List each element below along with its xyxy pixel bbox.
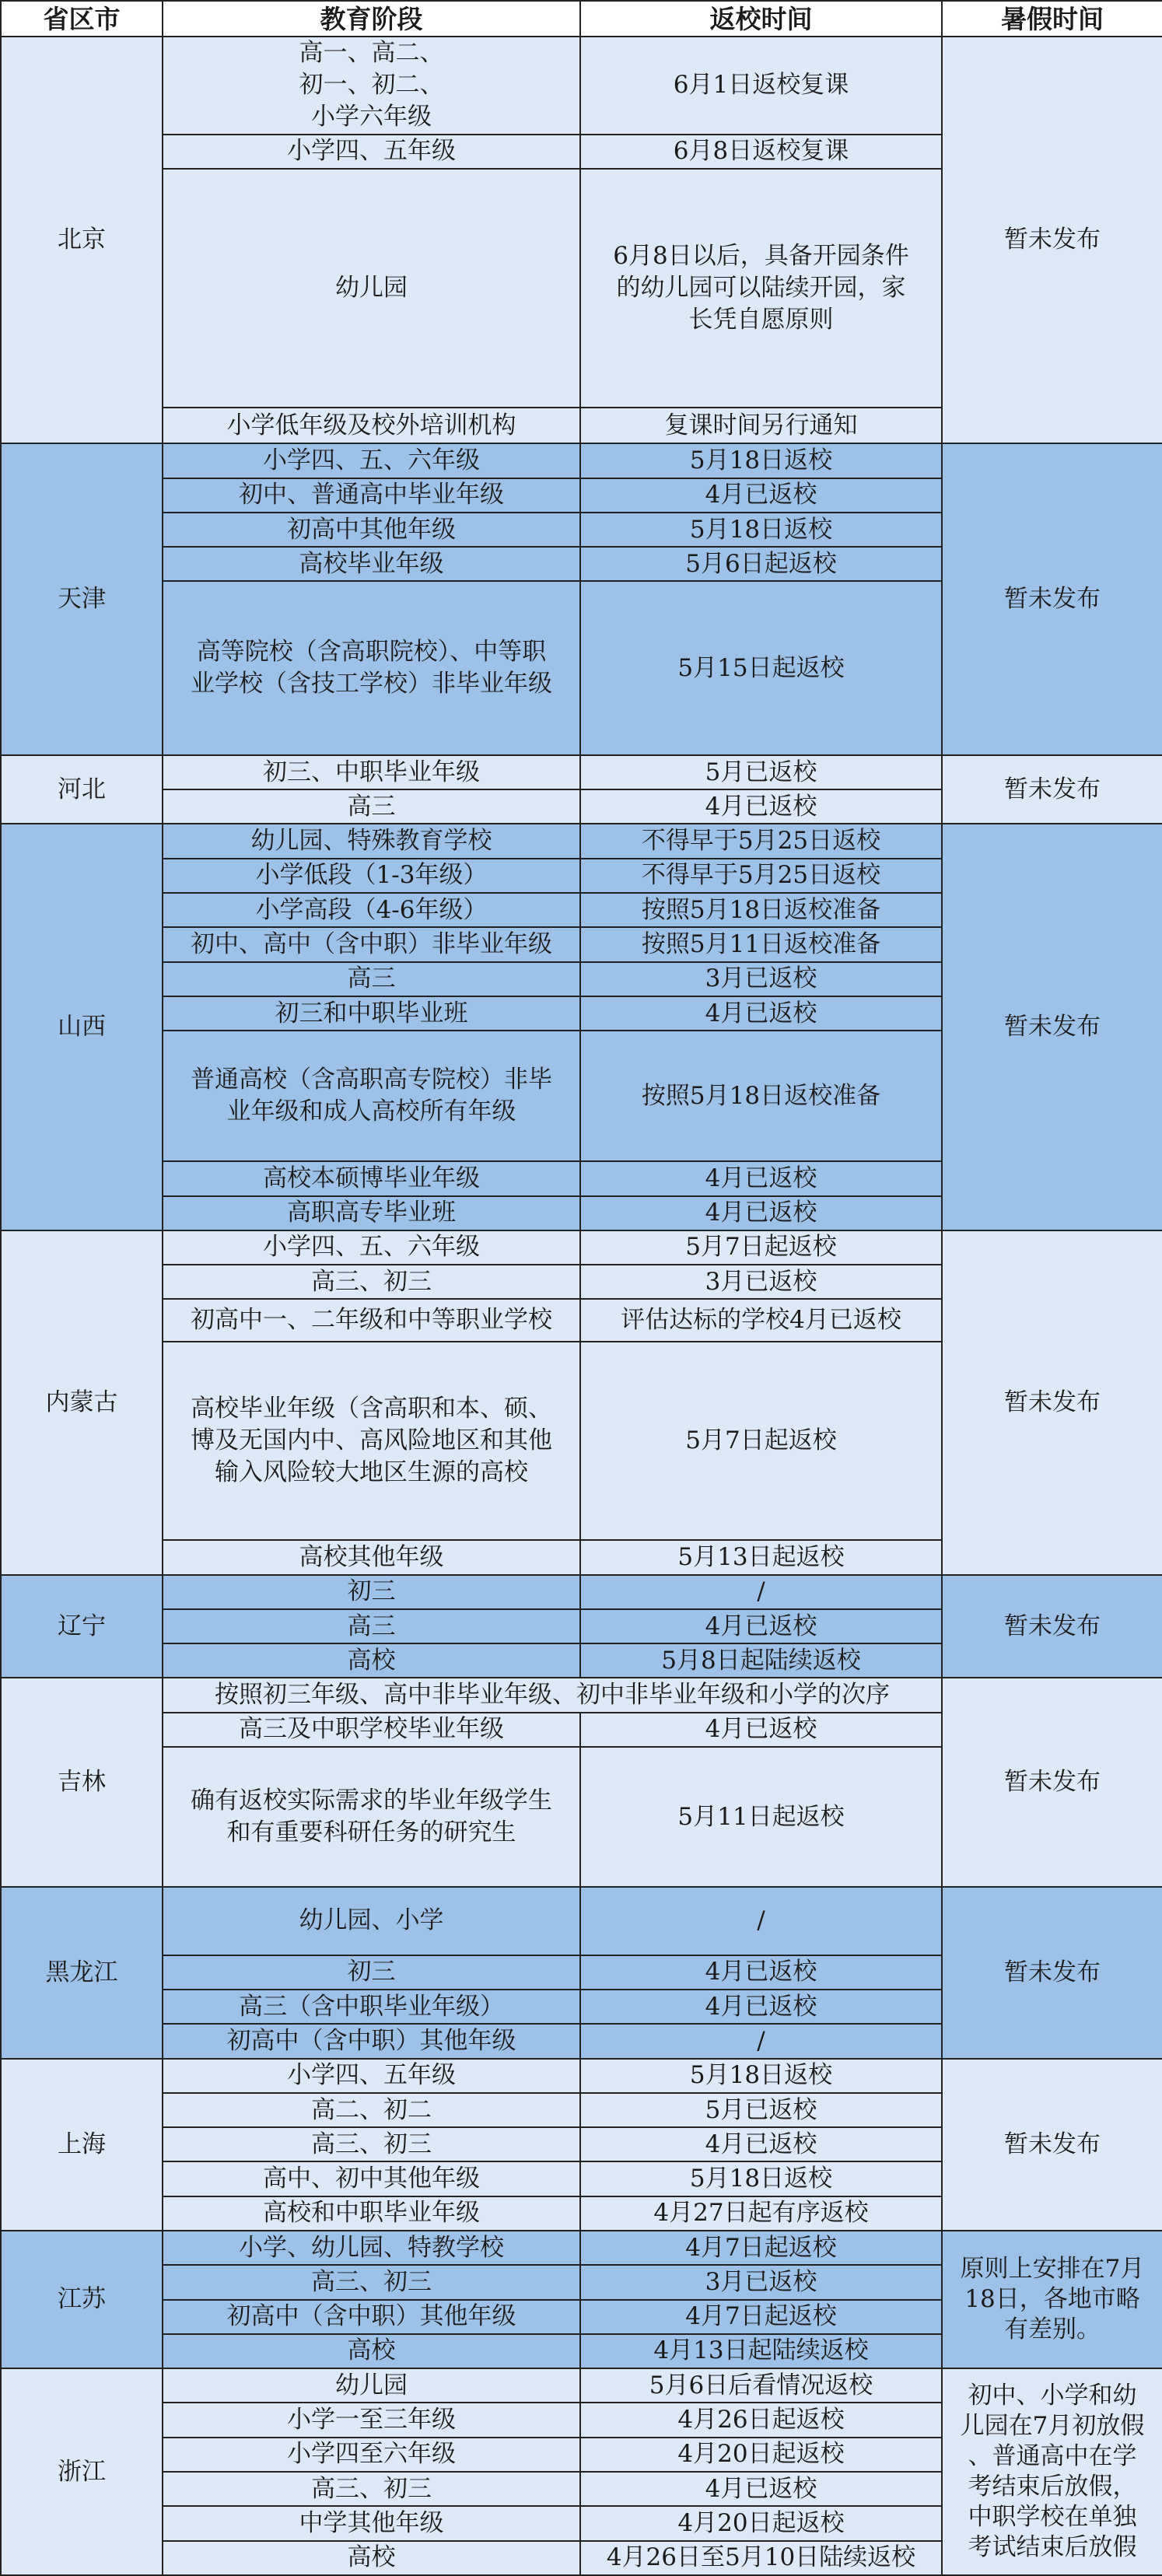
province-cell: 浙江 bbox=[1, 2368, 163, 2575]
province-cell: 内蒙古 bbox=[1, 1230, 163, 1575]
text-line: 幼儿园 bbox=[335, 2371, 408, 2399]
table-body bbox=[1, 37, 1162, 2575]
return-time-cell bbox=[580, 1299, 942, 1341]
stage-cell bbox=[163, 2334, 580, 2368]
summer-time-cell bbox=[942, 2059, 1162, 2231]
text-line: 4月20日起返校 bbox=[677, 2508, 845, 2537]
return-time-cell bbox=[580, 755, 942, 789]
text-line: 初三和中职毕业班 bbox=[275, 999, 468, 1027]
text-line: 暂未发布 bbox=[1004, 226, 1101, 254]
text-line: 4月已返校 bbox=[705, 1199, 817, 1227]
text-line: 5月11日起返校 bbox=[677, 1802, 845, 1831]
text-line: 初三、中职毕业年级 bbox=[263, 758, 480, 786]
text-line: 和有重要科研任务的研究生 bbox=[226, 1818, 516, 1847]
text-line: 5月6日起返校 bbox=[685, 549, 837, 578]
header-summer-time: 暑假时间 bbox=[942, 1, 1162, 37]
text-line: 5月18日返校 bbox=[689, 2165, 833, 2193]
summer-time-cell bbox=[942, 2368, 1162, 2575]
summer-time-cell bbox=[942, 824, 1162, 1230]
stage-cell bbox=[163, 169, 580, 408]
text-line: 4月7日起返校 bbox=[685, 2302, 837, 2331]
text-line: 初高中（含中职）其他年级 bbox=[226, 2026, 516, 2055]
stage-cell bbox=[163, 1196, 580, 1230]
table-row bbox=[1, 37, 1162, 135]
table-row bbox=[1, 824, 1162, 858]
return-time-cell bbox=[580, 1031, 942, 1161]
text-line: 初高中其他年级 bbox=[287, 515, 456, 544]
return-time-cell bbox=[580, 408, 942, 443]
text-line: 小学四、五、六年级 bbox=[263, 446, 480, 474]
text-line: 暂未发布 bbox=[1004, 1768, 1101, 1797]
stage-cell bbox=[163, 1747, 580, 1887]
stage-cell bbox=[163, 581, 580, 754]
text-line: 暂未发布 bbox=[1004, 585, 1101, 614]
stage-cell bbox=[163, 2059, 580, 2093]
text-line: 复课时间另行通知 bbox=[664, 411, 858, 439]
text-line: 4月已返校 bbox=[705, 2130, 817, 2158]
text-line: 高三、初三 bbox=[311, 2267, 432, 2296]
text-line: / bbox=[757, 1577, 765, 1606]
stage-cell bbox=[163, 408, 580, 443]
stage-cell bbox=[163, 1643, 580, 1678]
summer-time-cell bbox=[942, 443, 1162, 755]
summer-time-cell bbox=[942, 2231, 1162, 2368]
text-line: 高校本硕博毕业年级 bbox=[263, 1164, 480, 1192]
stage-and-time-cell: 按照初三年级、高中非毕业年级、初中非毕业年级和小学的次序 bbox=[163, 1678, 942, 1712]
return-time-cell bbox=[580, 2093, 942, 2127]
text-line: 高三 bbox=[347, 1612, 396, 1640]
return-time-cell bbox=[580, 2196, 942, 2231]
text-line: 高三 bbox=[347, 792, 396, 821]
text-line: 高校毕业年级（含高职和本、硕、 bbox=[191, 1395, 552, 1423]
text-line: 3月已返校 bbox=[705, 1267, 817, 1296]
text-line: 暂未发布 bbox=[1004, 1958, 1101, 1986]
return-time-cell bbox=[580, 789, 942, 824]
return-time-cell bbox=[580, 824, 942, 858]
return-time-cell bbox=[580, 1990, 942, 2024]
return-time-cell bbox=[580, 1747, 942, 1887]
stage-cell bbox=[163, 996, 580, 1031]
text-line: 小学四至六年级 bbox=[287, 2440, 456, 2469]
text-line: 初中、小学和幼 bbox=[968, 2382, 1137, 2410]
text-line: 4月已返校 bbox=[705, 2474, 817, 2503]
text-line: 高校 bbox=[347, 2336, 396, 2365]
text-line: 初高中（含中职）其他年级 bbox=[226, 2302, 516, 2331]
text-line: 4月已返校 bbox=[705, 1992, 817, 2021]
return-time-cell bbox=[580, 2334, 942, 2368]
return-time-cell bbox=[580, 927, 942, 961]
text-line: 4月26日起返校 bbox=[677, 2406, 845, 2434]
province-cell: 江苏 bbox=[1, 2231, 163, 2368]
return-time-cell bbox=[580, 2506, 942, 2540]
return-time-cell bbox=[580, 2231, 942, 2265]
text-line: 4月已返校 bbox=[705, 481, 817, 509]
stage-cell bbox=[163, 2438, 580, 2472]
stage-cell bbox=[163, 2300, 580, 2334]
return-time-cell bbox=[580, 2059, 942, 2093]
text-line: 高校其他年级 bbox=[299, 1542, 444, 1571]
return-time-cell bbox=[580, 2403, 942, 2437]
summer-time-cell bbox=[942, 1887, 1162, 2058]
text-line: 高校毕业年级 bbox=[299, 549, 444, 578]
table-row bbox=[1, 1230, 1162, 1265]
text-line: 小学低段（1-3年级） bbox=[255, 861, 488, 890]
stage-cell bbox=[163, 1887, 580, 1955]
text-line: 不得早于5月25日返校 bbox=[641, 861, 881, 890]
text-line: 高一、高二、 bbox=[299, 39, 444, 68]
header-stage: 教育阶段 bbox=[163, 1, 580, 37]
text-line: / bbox=[757, 1906, 765, 1935]
stage-cell bbox=[163, 1540, 580, 1574]
province-cell: 黑龙江 bbox=[1, 1887, 163, 2058]
text-line: 4月20日起返校 bbox=[677, 2440, 845, 2469]
stage-cell bbox=[163, 1031, 580, 1161]
text-line: 高校 bbox=[347, 2543, 396, 2572]
return-time-cell bbox=[580, 996, 942, 1031]
stage-cell bbox=[163, 1230, 580, 1265]
summer-time-cell bbox=[942, 1575, 1162, 1678]
stage-cell bbox=[163, 478, 580, 513]
text-line: 5月7日起返校 bbox=[685, 1233, 837, 1262]
text-line: 4月已返校 bbox=[705, 999, 817, 1027]
stage-cell bbox=[163, 1990, 580, 2024]
return-time-cell bbox=[580, 859, 942, 893]
text-line: 暂未发布 bbox=[1004, 2130, 1101, 2158]
text-line: 4月27日起有序返校 bbox=[653, 2199, 869, 2228]
text-line: 4月7日起返校 bbox=[685, 2233, 837, 2262]
text-line: 幼儿园、小学 bbox=[299, 1906, 444, 1935]
return-time-cell bbox=[580, 1342, 942, 1541]
stage-cell bbox=[163, 2368, 580, 2403]
table-row bbox=[1, 2231, 1162, 2265]
return-time-cell bbox=[580, 1887, 942, 1955]
stage-cell bbox=[163, 1955, 580, 1990]
table-row bbox=[1, 1575, 1162, 1609]
stage-cell bbox=[163, 2093, 580, 2127]
stage-cell bbox=[163, 1575, 580, 1609]
stage-cell bbox=[163, 37, 580, 135]
text-line: 暂未发布 bbox=[1004, 1013, 1101, 1041]
text-line: 6月8日以后，具备开园条件 bbox=[613, 242, 909, 271]
text-line: 初中、普通高中毕业年级 bbox=[239, 481, 504, 509]
return-time-cell bbox=[580, 2161, 942, 2196]
text-line: 高三、初三 bbox=[311, 2474, 432, 2503]
stage-cell bbox=[163, 1161, 580, 1195]
text-line: 高等院校（含高职院校）、中等职 bbox=[196, 638, 547, 667]
text-line: 3月已返校 bbox=[705, 964, 817, 993]
text-line: 4月13日起陆续返校 bbox=[653, 2336, 869, 2365]
text-line: 3月已返校 bbox=[705, 2267, 817, 2296]
text-line: 4月已返校 bbox=[705, 1164, 817, 1192]
return-time-cell bbox=[580, 1230, 942, 1265]
header-province: 省区市 bbox=[1, 1, 163, 37]
stage-cell bbox=[163, 2231, 580, 2265]
return-time-cell bbox=[580, 2127, 942, 2161]
text-line: 5月18日返校 bbox=[689, 446, 833, 474]
text-line: 暂未发布 bbox=[1004, 775, 1101, 803]
text-line: 博及无国内中、高风险地区和其他 bbox=[191, 1426, 552, 1455]
text-line: 小学一至三年级 bbox=[287, 2406, 456, 2434]
text-line: 5月18日返校 bbox=[689, 515, 833, 544]
text-line: 按照5月18日返校准备 bbox=[641, 895, 881, 924]
text-line: 普通高校（含高职高专院校）非毕 bbox=[191, 1066, 552, 1094]
text-line: 暂未发布 bbox=[1004, 1612, 1101, 1640]
stage-cell bbox=[163, 1342, 580, 1541]
stage-cell bbox=[163, 1609, 580, 1643]
return-time-cell bbox=[580, 1955, 942, 1990]
stage-cell bbox=[163, 1299, 580, 1341]
return-time-cell bbox=[580, 169, 942, 408]
table-row bbox=[1, 1678, 1162, 1712]
return-time-cell bbox=[580, 1713, 942, 1747]
text-line: 高中、初中其他年级 bbox=[263, 2165, 480, 2193]
text-line: 按照5月18日返校准备 bbox=[641, 1081, 881, 1110]
text-line: 小学四、五年级 bbox=[287, 2061, 456, 2090]
return-time-cell bbox=[580, 2024, 942, 2058]
summer-time-cell bbox=[942, 1230, 1162, 1575]
text-line: 5月6日后看情况返校 bbox=[649, 2371, 873, 2399]
text-line: 5月已返校 bbox=[705, 2095, 817, 2124]
text-line: 6月8日返校复课 bbox=[673, 137, 849, 166]
text-line: 小学四、五年级 bbox=[287, 137, 456, 166]
stage-cell bbox=[163, 2024, 580, 2058]
text-line: 4月26日至5月10日陆续返校 bbox=[606, 2543, 916, 2572]
stage-cell bbox=[163, 2196, 580, 2231]
stage-cell bbox=[163, 859, 580, 893]
text-line: 不得早于5月25日返校 bbox=[641, 827, 881, 856]
table-row bbox=[1, 443, 1162, 478]
text-line: 有差别。 bbox=[1004, 2315, 1101, 2344]
province-cell: 天津 bbox=[1, 443, 163, 755]
stage-cell bbox=[163, 1265, 580, 1299]
text-line: 高三、初三 bbox=[311, 1267, 432, 1296]
return-time-cell bbox=[580, 2265, 942, 2299]
province-cell: 上海 bbox=[1, 2059, 163, 2231]
province-cell: 辽宁 bbox=[1, 1575, 163, 1678]
text-line: 18日，各地市略 bbox=[964, 2285, 1140, 2314]
stage-cell bbox=[163, 789, 580, 824]
text-line: 4月已返校 bbox=[705, 1715, 817, 1744]
text-line: 幼儿园、特殊教育学校 bbox=[250, 827, 492, 856]
return-time-cell bbox=[580, 2438, 942, 2472]
text-line: 5月8日起陆续返校 bbox=[661, 1646, 861, 1675]
table-row bbox=[1, 1887, 1162, 1955]
text-line: 评估达标的学校4月已返校 bbox=[621, 1306, 901, 1335]
return-time-cell bbox=[580, 443, 942, 478]
text-line: 考试结束后放假 bbox=[968, 2533, 1137, 2562]
text-line: 5月18日返校 bbox=[689, 2061, 833, 2090]
stage-cell bbox=[163, 962, 580, 996]
text-line: 小学高段（4-6年级） bbox=[255, 895, 488, 924]
return-time-cell bbox=[580, 1265, 942, 1299]
return-time-cell bbox=[580, 581, 942, 754]
text-line: 中职学校在单独 bbox=[968, 2503, 1137, 2532]
table-row bbox=[1, 755, 1162, 789]
return-time-cell bbox=[580, 547, 942, 581]
text-line: 业年级和成人高校所有年级 bbox=[226, 1097, 516, 1126]
text-line: 初一、初二、 bbox=[299, 71, 444, 100]
return-time-cell bbox=[580, 478, 942, 513]
table-row bbox=[1, 2368, 1162, 2403]
stage-cell bbox=[163, 824, 580, 858]
stage-cell bbox=[163, 135, 580, 169]
text-line: 4月已返校 bbox=[705, 792, 817, 821]
return-time-cell bbox=[580, 2472, 942, 2506]
stage-cell bbox=[163, 547, 580, 581]
text-line: 初中、高中（含中职）非毕业年级 bbox=[191, 929, 552, 958]
text-line: 高校和中职毕业年级 bbox=[263, 2199, 480, 2228]
text-line: 6月1日返校复课 bbox=[673, 71, 849, 100]
text-line: 5月已返校 bbox=[705, 758, 817, 786]
text-line: 小学、幼儿园、特教学校 bbox=[239, 2233, 504, 2262]
stage-cell bbox=[163, 2506, 580, 2540]
header-return-time: 返校时间 bbox=[580, 1, 942, 37]
stage-cell bbox=[163, 2127, 580, 2161]
stage-cell bbox=[163, 1713, 580, 1747]
text-line: 高职高专毕业班 bbox=[287, 1199, 456, 1227]
text-line: 初三 bbox=[347, 1958, 396, 1986]
text-line: 4月已返校 bbox=[705, 1958, 817, 1986]
text-line: 按照5月11日返校准备 bbox=[641, 929, 881, 958]
text-line: 考结束后放假， bbox=[968, 2473, 1137, 2501]
return-time-cell bbox=[580, 2368, 942, 2403]
return-time-cell bbox=[580, 37, 942, 135]
return-time-cell bbox=[580, 893, 942, 927]
return-time-cell bbox=[580, 513, 942, 547]
province-cell: 山西 bbox=[1, 824, 163, 1230]
text-line: 5月15日起返校 bbox=[677, 653, 845, 682]
text-line: 4月已返校 bbox=[705, 1612, 817, 1640]
text-line: 业学校（含技工学校）非毕业年级 bbox=[191, 670, 552, 698]
summer-time-cell bbox=[942, 755, 1162, 824]
stage-cell bbox=[163, 927, 580, 961]
return-time-cell bbox=[580, 1540, 942, 1574]
text-line: 原则上安排在7月 bbox=[960, 2255, 1145, 2284]
stage-cell bbox=[163, 2403, 580, 2437]
text-line: 高二、初二 bbox=[311, 2095, 432, 2124]
text-line: 高三、初三 bbox=[311, 2130, 432, 2158]
text-line: 暂未发布 bbox=[1004, 1388, 1101, 1416]
province-cell: 吉林 bbox=[1, 1678, 163, 1887]
text-line: 的幼儿园可以陆续开园，家 bbox=[616, 274, 906, 303]
text-line: 中学其他年级 bbox=[299, 2508, 444, 2537]
summer-time-cell bbox=[942, 1678, 1162, 1887]
text-line: 幼儿园 bbox=[335, 274, 408, 303]
text-line: 输入风险较大地区生源的高校 bbox=[215, 1458, 528, 1487]
text-line: 高三及中职学校毕业年级 bbox=[239, 1715, 504, 1744]
text-line: / bbox=[757, 2026, 765, 2055]
text-line: 长凭自愿原则 bbox=[688, 306, 834, 334]
stage-cell bbox=[163, 2472, 580, 2506]
table-row bbox=[1, 2059, 1162, 2093]
header-row bbox=[1, 1, 1162, 37]
return-time-cell bbox=[580, 962, 942, 996]
text-line: 儿园在7月初放假 bbox=[960, 2412, 1145, 2441]
stage-cell bbox=[163, 2541, 580, 2575]
stage-cell bbox=[163, 2161, 580, 2196]
text-line: 5月7日起返校 bbox=[685, 1426, 837, 1455]
text-line: 高三 bbox=[347, 964, 396, 993]
return-time-cell bbox=[580, 2300, 942, 2334]
stage-cell bbox=[163, 443, 580, 478]
text-line: 小学低年级及校外培训机构 bbox=[226, 411, 516, 439]
stage-cell bbox=[163, 513, 580, 547]
return-time-cell bbox=[580, 1609, 942, 1643]
text-line: 确有返校实际需求的毕业年级学生 bbox=[191, 1787, 552, 1815]
text-line: 高校 bbox=[347, 1646, 396, 1675]
stage-cell bbox=[163, 893, 580, 927]
text-line: 、普通高中在学 bbox=[968, 2442, 1137, 2471]
text-line: 高三（含中职毕业年级） bbox=[239, 1992, 504, 2021]
text-line: 5月13日起返校 bbox=[677, 1542, 845, 1571]
province-cell: 河北 bbox=[1, 755, 163, 824]
text-line: 初三 bbox=[347, 1577, 396, 1606]
text-line: 小学四、五、六年级 bbox=[263, 1233, 480, 1262]
return-time-cell bbox=[580, 2541, 942, 2575]
text-line: 小学六年级 bbox=[311, 103, 432, 131]
stage-cell bbox=[163, 2265, 580, 2299]
summer-time-cell bbox=[942, 37, 1162, 443]
return-time-cell bbox=[580, 135, 942, 169]
return-time-cell bbox=[580, 1643, 942, 1678]
stage-cell bbox=[163, 755, 580, 789]
return-time-cell bbox=[580, 1196, 942, 1230]
text-line: 初高中一、二年级和中等职业学校 bbox=[191, 1306, 552, 1335]
province-cell: 北京 bbox=[1, 37, 163, 443]
return-time-cell bbox=[580, 1575, 942, 1609]
return-time-cell bbox=[580, 1161, 942, 1195]
